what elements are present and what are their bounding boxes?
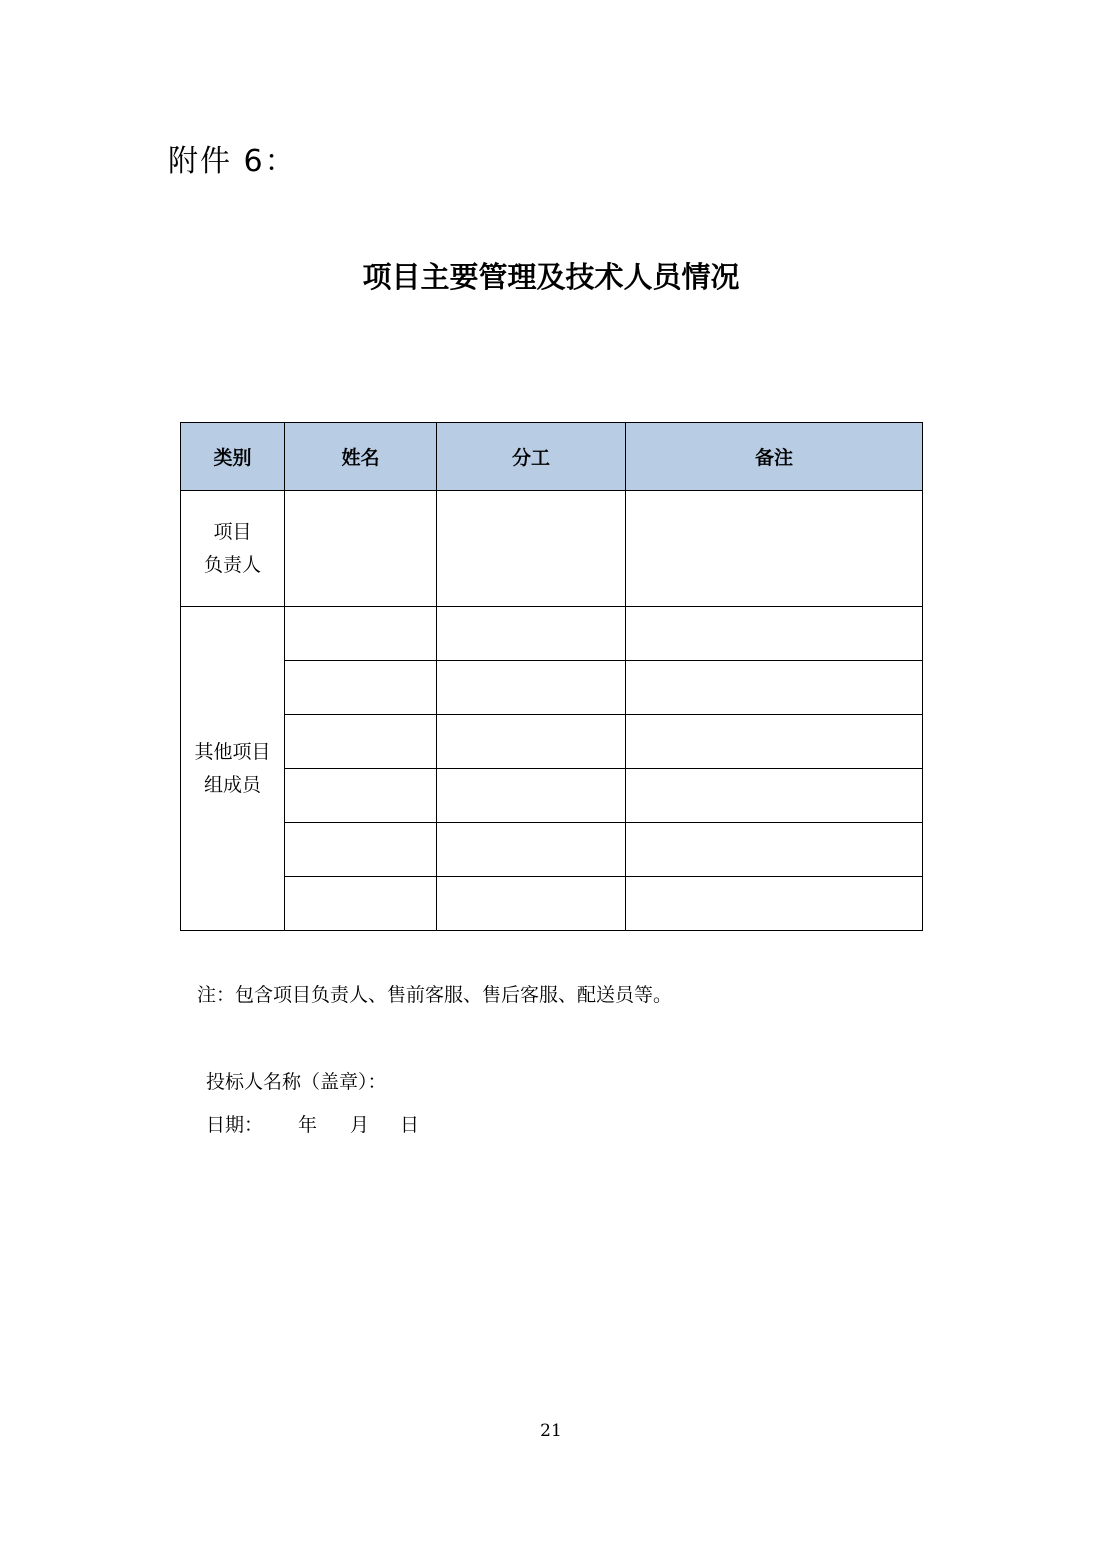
attachment-label: 附件 6： (168, 144, 297, 179)
table-row (181, 715, 923, 769)
table-header-row (181, 423, 923, 491)
bidder-name-label: 投标人名称（盖章）： (206, 1071, 387, 1093)
category-lead-line1: 项目 (213, 520, 252, 543)
table-row (181, 607, 923, 661)
name-cell[interactable] (285, 823, 437, 877)
name-cell[interactable] (285, 715, 437, 769)
name-cell[interactable] (285, 491, 437, 607)
date-line (206, 1110, 419, 1140)
month-label: 月 (350, 1114, 370, 1136)
table-row (181, 769, 923, 823)
year-label: 年 (298, 1114, 318, 1136)
category-cell-lead (181, 491, 285, 607)
header-category: 类别 (181, 423, 285, 491)
duty-cell[interactable] (437, 491, 626, 607)
day-label: 日 (400, 1114, 420, 1136)
name-cell[interactable] (285, 607, 437, 661)
table-row (181, 877, 923, 931)
name-cell[interactable] (285, 877, 437, 931)
category-lead-line2: 负责人 (203, 553, 261, 576)
remark-cell[interactable] (626, 877, 923, 931)
duty-cell[interactable] (437, 607, 626, 661)
remark-cell[interactable] (626, 491, 923, 607)
name-cell[interactable] (285, 769, 437, 823)
header-name: 姓名 (285, 423, 437, 491)
category-members-line1: 其他项目 (194, 740, 271, 763)
header-remark: 备注 (626, 423, 923, 491)
remark-cell[interactable] (626, 823, 923, 877)
duty-cell[interactable] (437, 715, 626, 769)
staff-table (180, 422, 923, 931)
table-row (181, 661, 923, 715)
header-duty: 分工 (437, 423, 626, 491)
duty-cell[interactable] (437, 877, 626, 931)
table-note: 注：包含项目负责人、售前客服、售后客服、配送员等。 (197, 984, 673, 1006)
table-row (181, 823, 923, 877)
remark-cell[interactable] (626, 715, 923, 769)
remark-cell[interactable] (626, 769, 923, 823)
category-members-line2: 组成员 (203, 773, 261, 796)
date-label: 日期： (206, 1114, 264, 1136)
page-title: 项目主要管理及技术人员情况 (362, 260, 740, 294)
name-cell[interactable] (285, 661, 437, 715)
remark-cell[interactable] (626, 607, 923, 661)
duty-cell[interactable] (437, 661, 626, 715)
page-number: 21 (540, 1421, 562, 1441)
remark-cell[interactable] (626, 661, 923, 715)
duty-cell[interactable] (437, 769, 626, 823)
table-row-lead (181, 491, 923, 607)
category-cell-members (181, 607, 285, 931)
duty-cell[interactable] (437, 823, 626, 877)
